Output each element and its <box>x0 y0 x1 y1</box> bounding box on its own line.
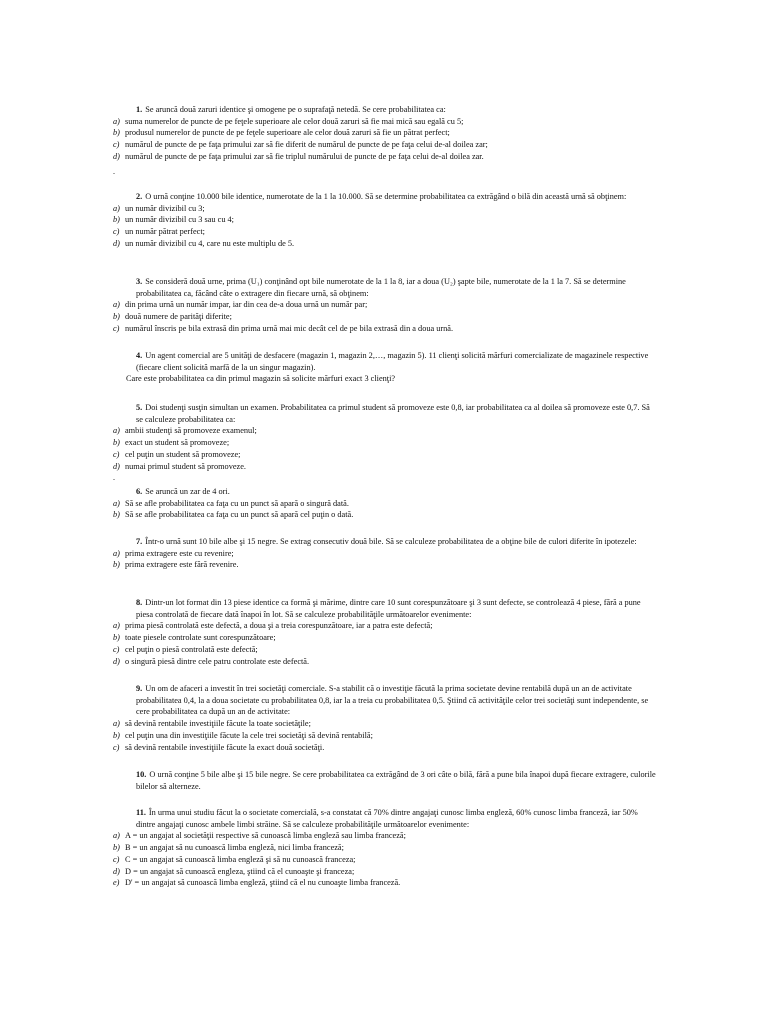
item-text: să devină rentabile investiţiile făcute la exact două societăţi. <box>125 742 325 752</box>
item-label: b) <box>113 730 120 740</box>
list-item <box>113 461 656 473</box>
item-label: a) <box>113 621 120 631</box>
item-text: prima extragere este fără revenire. <box>125 560 239 570</box>
item-text: toate piesele controlate sunt corespunzătoare; <box>125 633 276 643</box>
problem-3 <box>113 276 656 335</box>
item-label: b) <box>113 312 120 322</box>
item-text: exact un student să promoveze; <box>125 438 230 448</box>
item-text: produsul numerelor de puncte de pe feţele superioare ale celor două zaruri să fie un pătrat perfect; <box>125 128 450 138</box>
item-label: a) <box>113 548 120 558</box>
item-text: numărul înscris pe bila extrasă din prima urnă mai mic decât cel de pe bila extrasă din a doua urnă. <box>125 323 454 333</box>
item-label: c) <box>113 644 120 654</box>
item-text: A = un angajat al societăţii respective să cunoască limba engleză sau limba franceză; <box>125 831 406 841</box>
list-item <box>113 151 656 163</box>
item-text: cel puţin o piesă controlată este defectă; <box>125 644 258 654</box>
item-label: a) <box>113 300 120 310</box>
list-item <box>113 730 656 742</box>
item-text: D = un angajat să cunoască engleza, ştiind că el cunoaşte şi franceza; <box>125 866 355 876</box>
list-item <box>113 656 656 668</box>
problem-stem <box>113 104 656 116</box>
list-item <box>113 742 656 754</box>
item-label: c) <box>113 140 120 150</box>
item-text: numărul de puncte de pe faţa primului zar să fie triplul numărului de puncte de pe faţa celui de-al doilea zar. <box>125 151 484 161</box>
item-text: numărul de puncte de pe faţa primului zar să fie diferit de numărul de puncte de pe faţa celui de-al doilea zar; <box>125 140 488 150</box>
item-label: a) <box>113 831 120 841</box>
list-item <box>113 311 656 323</box>
problem-text: Dintr-un lot format din 13 piese identice ca formă şi mărime, dintre care 10 sunt corespunzătoare şi 3 sunt defecte, se controlează 4 piese, fără a pune piesa controlată de fiecare dată înapoi în lot. Să se calculeze probabilităţile următoarelor evenimente: <box>136 598 641 619</box>
problem-number: 9. <box>136 684 143 693</box>
separator-dot: . <box>113 167 115 176</box>
problem-10 <box>113 769 656 792</box>
item-text: Să se afle probabilitatea ca faţa cu un punct să apară o singură dată. <box>125 498 349 508</box>
item-label: b) <box>113 510 120 520</box>
item-text: cel puţin una din investiţiile făcute la cele trei societăţi să devină rentabilă; <box>125 730 373 740</box>
item-text: un număr divizibil cu 3 sau cu 4; <box>125 215 234 225</box>
list-item <box>113 854 656 866</box>
list-item <box>113 238 656 250</box>
list-item <box>113 509 656 521</box>
problem-number: 10. <box>136 770 147 779</box>
list-item <box>113 226 656 238</box>
item-text: cel puţin un student să promoveze; <box>125 449 241 459</box>
list-item <box>113 299 656 311</box>
item-text: suma numerelor de puncte de pe feţele superioare ale celor două zaruri să fie mai mică sau egală cu 5; <box>125 116 464 126</box>
problem-1 <box>113 104 656 163</box>
item-text: Să se afle probabilitatea ca faţa cu un punct să apară cel puţin o dată. <box>125 510 354 520</box>
problem-4 <box>113 350 656 385</box>
problem-number: 4. <box>136 351 143 360</box>
item-label: b) <box>113 843 120 853</box>
problem-number: 11. <box>136 808 146 817</box>
item-label: c) <box>113 854 120 864</box>
problem-text: Doi studenţi susţin simultan un examen. Probabilitatea ca primul student să promoveze este 0,8, iar probabilitatea ca al doilea să promoveze este 0,7. Să se calculeze probabilitatea ca: <box>136 403 650 424</box>
item-label: c) <box>113 742 120 752</box>
item-label: c) <box>113 449 120 459</box>
problem-number: 1. <box>136 105 143 114</box>
problem-number: 2. <box>136 192 143 201</box>
item-text: un număr pătrat perfect; <box>125 227 205 237</box>
problem-text: Un agent comercial are 5 unităţi de desfacere (magazin 1, magazin 2,…, magazin 5). 11 clienţi solicită mărfuri comercializate de magazinele respective (fiecare client solicită marfă de la un singur magazin). <box>136 351 649 372</box>
item-text: C = un angajat să cunoască limba engleză şi să nu cunoască franceza; <box>125 854 356 864</box>
problem-stem <box>113 683 656 718</box>
problem-text: Un om de afaceri a investit în trei societăţi comerciale. S-a stabilit că o investiţie făcută la prima societate devine rentabilă după un an de activitate probabilitatea 0,4, la a doua societate cu probabilitatea 0,8, iar la a treia cu probabilitatea 0,5. Ştiind că activităţile celor trei societăţi sunt independente, se cere probabilitatea ca după un an de activitate: <box>136 684 649 717</box>
item-label: b) <box>113 215 120 225</box>
list-item <box>113 644 656 656</box>
problem-text: O urnă conţine 10.000 bile identice, numerotate de la 1 la 10.000. Să se determine probabilitatea ca extrăgând o bilă din această urnă să obţinem: <box>145 192 627 201</box>
list-item <box>113 425 656 437</box>
item-label: d) <box>113 151 120 161</box>
item-label: c) <box>113 323 120 333</box>
problem-6 <box>113 486 656 521</box>
list-item <box>113 718 656 730</box>
item-text: un număr divizibil cu 3; <box>125 203 205 213</box>
problem-7 <box>113 536 656 571</box>
item-label: d) <box>113 866 120 876</box>
list-item <box>113 116 656 128</box>
item-label: a) <box>113 426 120 436</box>
item-text: D' = un angajat să cunoască limba engleză, ştiind că el nu cunoaşte limba franceză. <box>125 878 401 888</box>
list-item <box>113 437 656 449</box>
item-label: a) <box>113 719 120 729</box>
problem-question: Care este probabilitatea ca din primul magazin să solicite mărfuri exact 3 clienţi? <box>126 374 396 384</box>
item-label: d) <box>113 461 120 471</box>
problem-8 <box>113 597 656 667</box>
problem-text: O urnă conţine 5 bile albe şi 15 bile negre. Se cere probabilitatea ca extrăgând de 3 ori câte o bilă, fără a pune bila înapoi după fiecare extragere, culorile bilelor să alterneze. <box>136 770 656 791</box>
problem-text: Se consideră două urne, prima (U₁) conţinând opt bile numerotate de la 1 la 8, iar a doua (U₂) şapte bile, numerotate de la 1 la 7. Să se determine probabilitatea ca, făcând câte o extragere din fiecare urnă, să obţinem: <box>136 277 626 298</box>
problem-stem <box>113 276 656 299</box>
problem-stem <box>113 486 656 498</box>
problem-9 <box>113 683 656 753</box>
item-label: b) <box>113 633 120 643</box>
problem-stem <box>113 350 656 373</box>
item-label: e) <box>113 878 120 888</box>
list-item <box>113 620 656 632</box>
problem-number: 5. <box>136 403 143 412</box>
item-text: două numere de parităţi diferite; <box>125 312 232 322</box>
list-item <box>113 830 656 842</box>
list-item <box>113 214 656 226</box>
list-item <box>113 127 656 139</box>
list-item <box>113 203 656 215</box>
item-label: b) <box>113 560 120 570</box>
list-item <box>113 842 656 854</box>
item-text: să devină rentabile investiţiile făcute la toate societăţile; <box>125 719 311 729</box>
item-text: prima piesă controlată este defectă, a doua şi a treia corespunzătoare, iar a patra este defectă; <box>125 621 433 631</box>
item-label: b) <box>113 438 120 448</box>
list-item <box>113 877 656 889</box>
item-label: a) <box>113 116 120 126</box>
problem-stem <box>113 769 656 792</box>
problem-stem <box>113 402 656 425</box>
item-text: un număr divizibil cu 4, care nu este multiplu de 5. <box>125 238 295 248</box>
problem-2 <box>113 191 656 250</box>
item-label: c) <box>113 227 120 237</box>
problem-11 <box>113 807 656 889</box>
list-item <box>113 139 656 151</box>
problem-text: În urma unui studiu făcut la o societate comercială, s-a constatat că 70% dintre angajaţi cunosc limba engleză, 60% cunosc limba franceză, iar 50% dintre angajaţi cunosc ambele limbi străine. Să se calculeze probabilităţile următoarelor evenimente: <box>136 808 638 829</box>
list-item <box>113 559 656 571</box>
item-text: numai primul student să promoveze. <box>125 461 246 471</box>
problem-number: 8. <box>136 598 143 607</box>
problem-number: 6. <box>136 487 143 496</box>
problem-5 <box>113 402 656 472</box>
list-item <box>113 548 656 560</box>
item-text: B = un angajat să nu cunoască limba engleză, nici limba franceză; <box>125 843 344 853</box>
problem-number: 3. <box>136 277 143 286</box>
item-text: din prima urnă un număr impar, iar din cea de-a doua urnă un număr par; <box>125 300 368 310</box>
item-label: d) <box>113 656 120 666</box>
list-item <box>113 866 656 878</box>
item-label: a) <box>113 203 120 213</box>
item-text: ambii studenţi să promoveze examenul; <box>125 426 257 436</box>
item-label: d) <box>113 238 120 248</box>
problem-number: 7. <box>136 537 143 546</box>
item-label: a) <box>113 498 120 508</box>
problem-stem <box>113 191 656 203</box>
list-item <box>113 323 656 335</box>
problem-stem <box>113 597 656 620</box>
list-item <box>113 498 656 510</box>
problem-stem <box>113 536 656 548</box>
problem-stem <box>113 807 656 830</box>
problem-text: Se aruncă două zaruri identice şi omogene pe o suprafaţă netedă. Se cere probabilitatea ca: <box>145 105 446 114</box>
item-label: b) <box>113 128 120 138</box>
list-item <box>113 632 656 644</box>
list-item <box>113 449 656 461</box>
item-text: prima extragere este cu revenire; <box>125 548 234 558</box>
problem-text: Se aruncă un zar de 4 ori. <box>145 487 230 496</box>
item-text: o singură piesă dintre cele patru controlate este defectă. <box>125 656 310 666</box>
problem-text: Într-o urnă sunt 10 bile albe şi 15 negre. Se extrag consecutiv două bile. Să se calculeze probabilitatea de a obţine bile de culori diferite în ipotezele: <box>145 537 637 546</box>
separator-dot: . <box>113 473 115 482</box>
